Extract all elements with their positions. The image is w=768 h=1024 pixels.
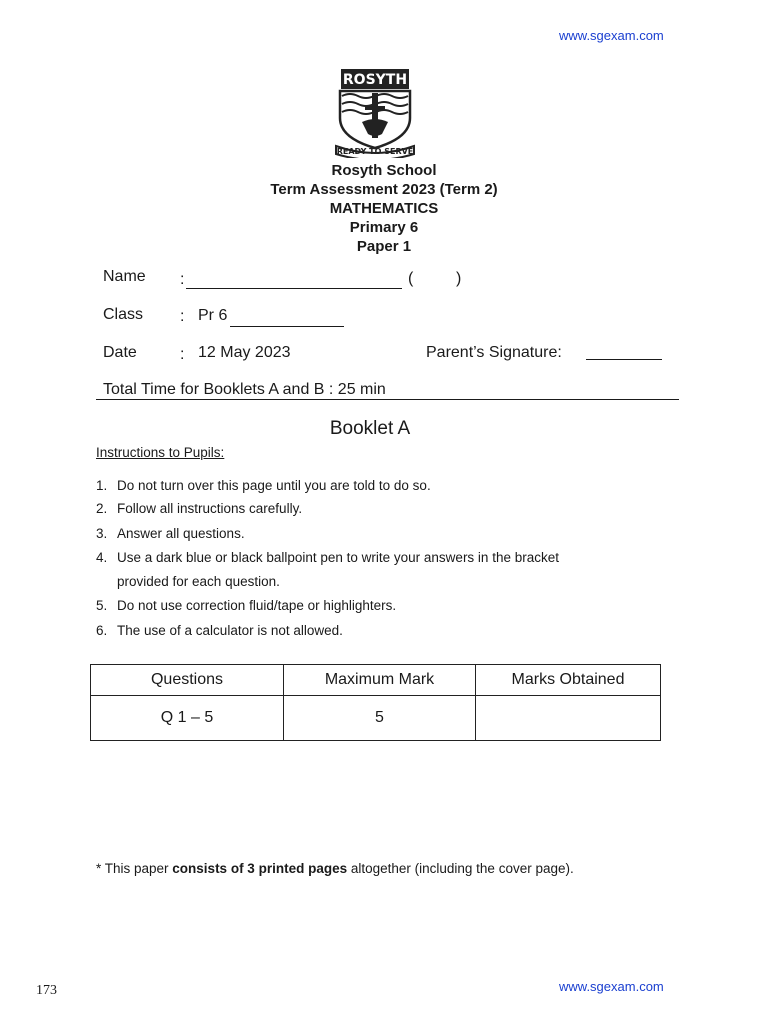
svg-text:ROSYTH: ROSYTH	[342, 72, 408, 88]
instruction-text: Do not turn over this page until you are told to do so.	[117, 478, 431, 493]
instruction-text: provided for each question.	[117, 574, 280, 589]
instruction-text: The use of a calculator is not allowed.	[117, 623, 343, 638]
table-cell	[476, 696, 661, 741]
instruction-number: 1.	[96, 478, 108, 493]
signature-blank	[586, 359, 662, 360]
marks-table	[90, 664, 661, 741]
signature-label: Parent’s Signature:	[426, 344, 562, 361]
class-label: Class	[103, 306, 144, 323]
instruction-number: 4.	[96, 550, 108, 565]
instructions-heading: Instructions to Pupils:	[96, 445, 225, 460]
instruction-text: Answer all questions.	[117, 526, 245, 541]
instruction-text: Use a dark blue or black ballpoint pen to write your answers in the bracket	[117, 550, 559, 565]
school-name: Rosyth School	[331, 162, 437, 179]
note-bold: consists of 3 printed pages	[172, 861, 348, 876]
instruction-number: 2.	[96, 501, 108, 516]
class-blank	[230, 326, 344, 327]
date-colon: :	[180, 346, 185, 363]
class-colon: :	[180, 308, 185, 325]
name-bracket-open: (	[408, 270, 414, 287]
name-bracket-close: )	[456, 270, 462, 287]
subject-title: MATHEMATICS	[329, 200, 439, 217]
date-value: 12 May 2023	[198, 344, 291, 361]
class-value: Pr 6	[198, 307, 228, 324]
school-crest-logo	[332, 66, 418, 158]
paper-title: Paper 1	[356, 238, 412, 255]
instruction-number: 3.	[96, 526, 108, 541]
table-header-cell: Maximum Mark	[284, 665, 476, 696]
instruction-number: 6.	[96, 623, 108, 638]
page-count-note	[96, 861, 574, 876]
total-time: Total Time for Booklets A and B : 25 min	[103, 381, 386, 398]
name-label: Name	[103, 268, 146, 285]
table-cell: 5	[284, 696, 476, 741]
instruction-text: Follow all instructions carefully.	[117, 501, 303, 516]
instruction-item	[96, 573, 280, 591]
header-divider	[96, 399, 679, 400]
instruction-text: Do not use correction fluid/tape or highlighters.	[117, 598, 397, 613]
assessment-title: Term Assessment 2023 (Term 2)	[270, 181, 498, 198]
note-prefix: * This paper	[96, 861, 173, 876]
instruction-item	[96, 549, 559, 567]
instruction-item	[96, 622, 343, 640]
name-blank	[186, 288, 402, 289]
date-label: Date	[103, 344, 137, 361]
page-number: 173	[36, 983, 57, 998]
name-colon: :	[180, 271, 185, 288]
table-row	[91, 696, 661, 741]
table-header-cell: Questions	[91, 665, 284, 696]
level-title: Primary 6	[349, 219, 419, 236]
footer-site-link[interactable]: www.sgexam.com	[559, 979, 664, 994]
header-site-link[interactable]: www.sgexam.com	[559, 28, 664, 43]
booklet-title: Booklet A	[329, 418, 411, 439]
instruction-item	[96, 597, 396, 615]
instruction-item	[96, 477, 431, 495]
table-cell: Q 1 – 5	[91, 696, 284, 741]
instruction-number: 5.	[96, 598, 108, 613]
note-suffix: altogether (including the cover page).	[347, 861, 574, 876]
instruction-item	[96, 525, 245, 543]
table-header-row	[91, 665, 661, 696]
instruction-item	[96, 500, 302, 518]
table-header-cell: Marks Obtained	[476, 665, 661, 696]
svg-text:READY TO SERVE: READY TO SERVE	[336, 147, 414, 156]
